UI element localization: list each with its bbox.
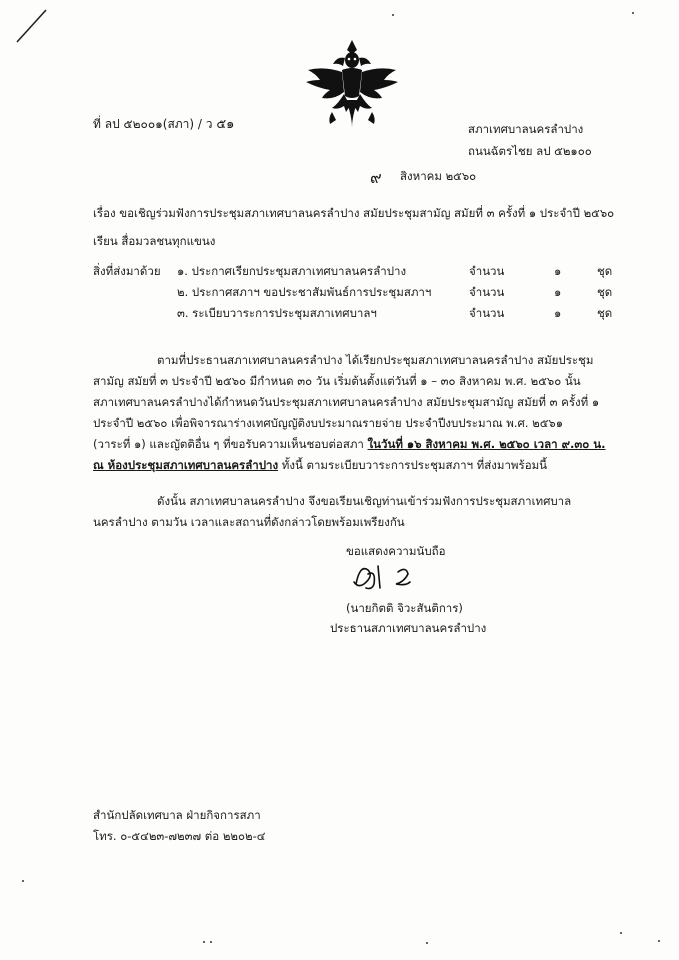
scan-speck xyxy=(203,941,205,943)
footer-department: สำนักปลัดเทศบาล ฝ่ายกิจการสภา xyxy=(93,808,261,822)
enclosures-label: สิ่งที่ส่งมาด้วย xyxy=(93,264,161,278)
scan-speck xyxy=(426,942,428,944)
date-day-handwritten: ๙ xyxy=(370,168,382,187)
letter-subject: เรื่อง ขอเชิญร่วมฟังการประชุมสภาเทศบาลนครลำปาง สมัยประชุมสามัญ สมัยที่ ๓ ครั้งที่ ๑ ประจำปี ๒๕๖๐ xyxy=(93,206,615,220)
enclosure-qty: ๑ xyxy=(554,306,562,320)
enclosure-unit: ชุด xyxy=(597,285,613,299)
sender-address: ถนนฉัตรไชย ลป ๕๒๑๐๐ xyxy=(468,144,592,158)
letter-recipient: เรียน สื่อมวลชนทุกแขนง xyxy=(93,234,216,248)
enclosure-qty: ๑ xyxy=(554,264,562,278)
body-paragraph-line: นครลำปาง ตามวัน เวลาและสถานที่ดังกล่าวโดยพร้อมเพรียงกัน xyxy=(93,515,405,529)
scan-speck xyxy=(620,932,622,934)
enclosure-unit: ชุด xyxy=(597,306,613,320)
enclosure-item: ๒. ประกาศสภาฯ ขอประชาสัมพันธ์การประชุมสภาฯ xyxy=(177,285,432,299)
garuda-emblem-icon xyxy=(302,36,402,132)
enclosure-unit: ชุด xyxy=(597,264,613,278)
scan-speck xyxy=(632,12,634,14)
enclosure-item: ๑. ประกาศเรียกประชุมสภาเทศบาลนครลำปาง xyxy=(177,264,407,278)
closing-salutation: ขอแสดงความนับถือ xyxy=(346,544,446,558)
handwritten-signature xyxy=(348,558,438,594)
scan-speck xyxy=(22,880,24,882)
meeting-venue: ณ ห้องประชุมสภาเทศบาลนครลำปาง xyxy=(93,458,279,472)
scan-speck xyxy=(392,14,394,16)
meeting-datetime: ในวันที่ ๑๖ สิงหาคม พ.ศ. ๒๕๖๐ เวลา ๙.๓๐ น. xyxy=(367,437,606,451)
enclosure-qty-label: จำนวน xyxy=(469,306,505,320)
enclosure-qty-label: จำนวน xyxy=(469,264,505,278)
body-paragraph-line xyxy=(93,436,606,452)
reference-number xyxy=(93,116,234,133)
signer-name: (นายกิตติ จิวะสันติการ) xyxy=(346,601,463,615)
body-paragraph-line: ดังนั้น สภาเทศบาลนครลำปาง จึงขอเรียนเชิญท่านเข้าร่วมฟังการประชุมสภาเทศบาล xyxy=(157,494,572,508)
enclosure-qty: ๑ xyxy=(554,285,562,299)
enclosure-item: ๓. ระเบียบวาระการประชุมสภาเทศบาลฯ xyxy=(177,306,377,320)
reference-handwritten-number: ๕๑ xyxy=(216,117,235,132)
body-paragraph-line xyxy=(93,457,547,473)
signer-position: ประธานสภาเทศบาลนครลำปาง xyxy=(330,621,487,635)
sender-organization: สภาเทศบาลนครลำปาง xyxy=(468,122,584,136)
agenda-reference-text: ทั้งนี้ ตามระเบียบวาระการประชุมสภาฯ ที่ส่งมาพร้อมนี้ xyxy=(278,458,548,472)
date-month-year: สิงหาคม ๒๕๖๐ xyxy=(400,169,477,183)
meeting-intro-text: (วาระที่ ๑) และญัตติอื่น ๆ ที่ขอรับความเห็นชอบต่อสภา xyxy=(93,437,368,451)
corner-stroke-mark xyxy=(14,6,50,46)
reference-prefix: ที่ ลป ๕๒๐๐๑(สภา) / ว xyxy=(93,117,213,131)
enclosure-qty-label: จำนวน xyxy=(469,285,505,299)
body-paragraph-line: สามัญ สมัยที่ ๓ ประจำปี ๒๕๖๐ มีกำหนด ๓๐ วัน เริ่มต้นตั้งแต่วันที่ ๑ – ๓๐ สิงหาคม พ.ศ. ๒๕๖๐ นั้น xyxy=(93,374,581,388)
scan-speck xyxy=(658,940,660,942)
scan-speck xyxy=(210,941,212,943)
body-paragraph-line: สภาเทศบาลนครลำปางได้กำหนดวันประชุมสภาเทศบาลนครลำปาง สมัยประชุมสามัญ สมัยที่ ๓ ครั้งที่ ๑ xyxy=(93,395,600,409)
footer-phone: โทร. ๐-๕๔๒๓-๗๒๓๗ ต่อ ๒๒๐๒-๔ xyxy=(93,829,266,843)
body-paragraph-line: ตามที่ประธานสภาเทศบาลนครลำปาง ได้เรียกประชุมสภาเทศบาลนครลำปาง สมัยประชุม xyxy=(157,353,594,367)
body-paragraph-line: ประจำปี ๒๕๖๐ เพื่อพิจารณาร่างเทศบัญญัติงบประมาณรายจ่าย ประจำปีงบประมาณ พ.ศ. ๒๕๖๑ xyxy=(93,416,564,430)
